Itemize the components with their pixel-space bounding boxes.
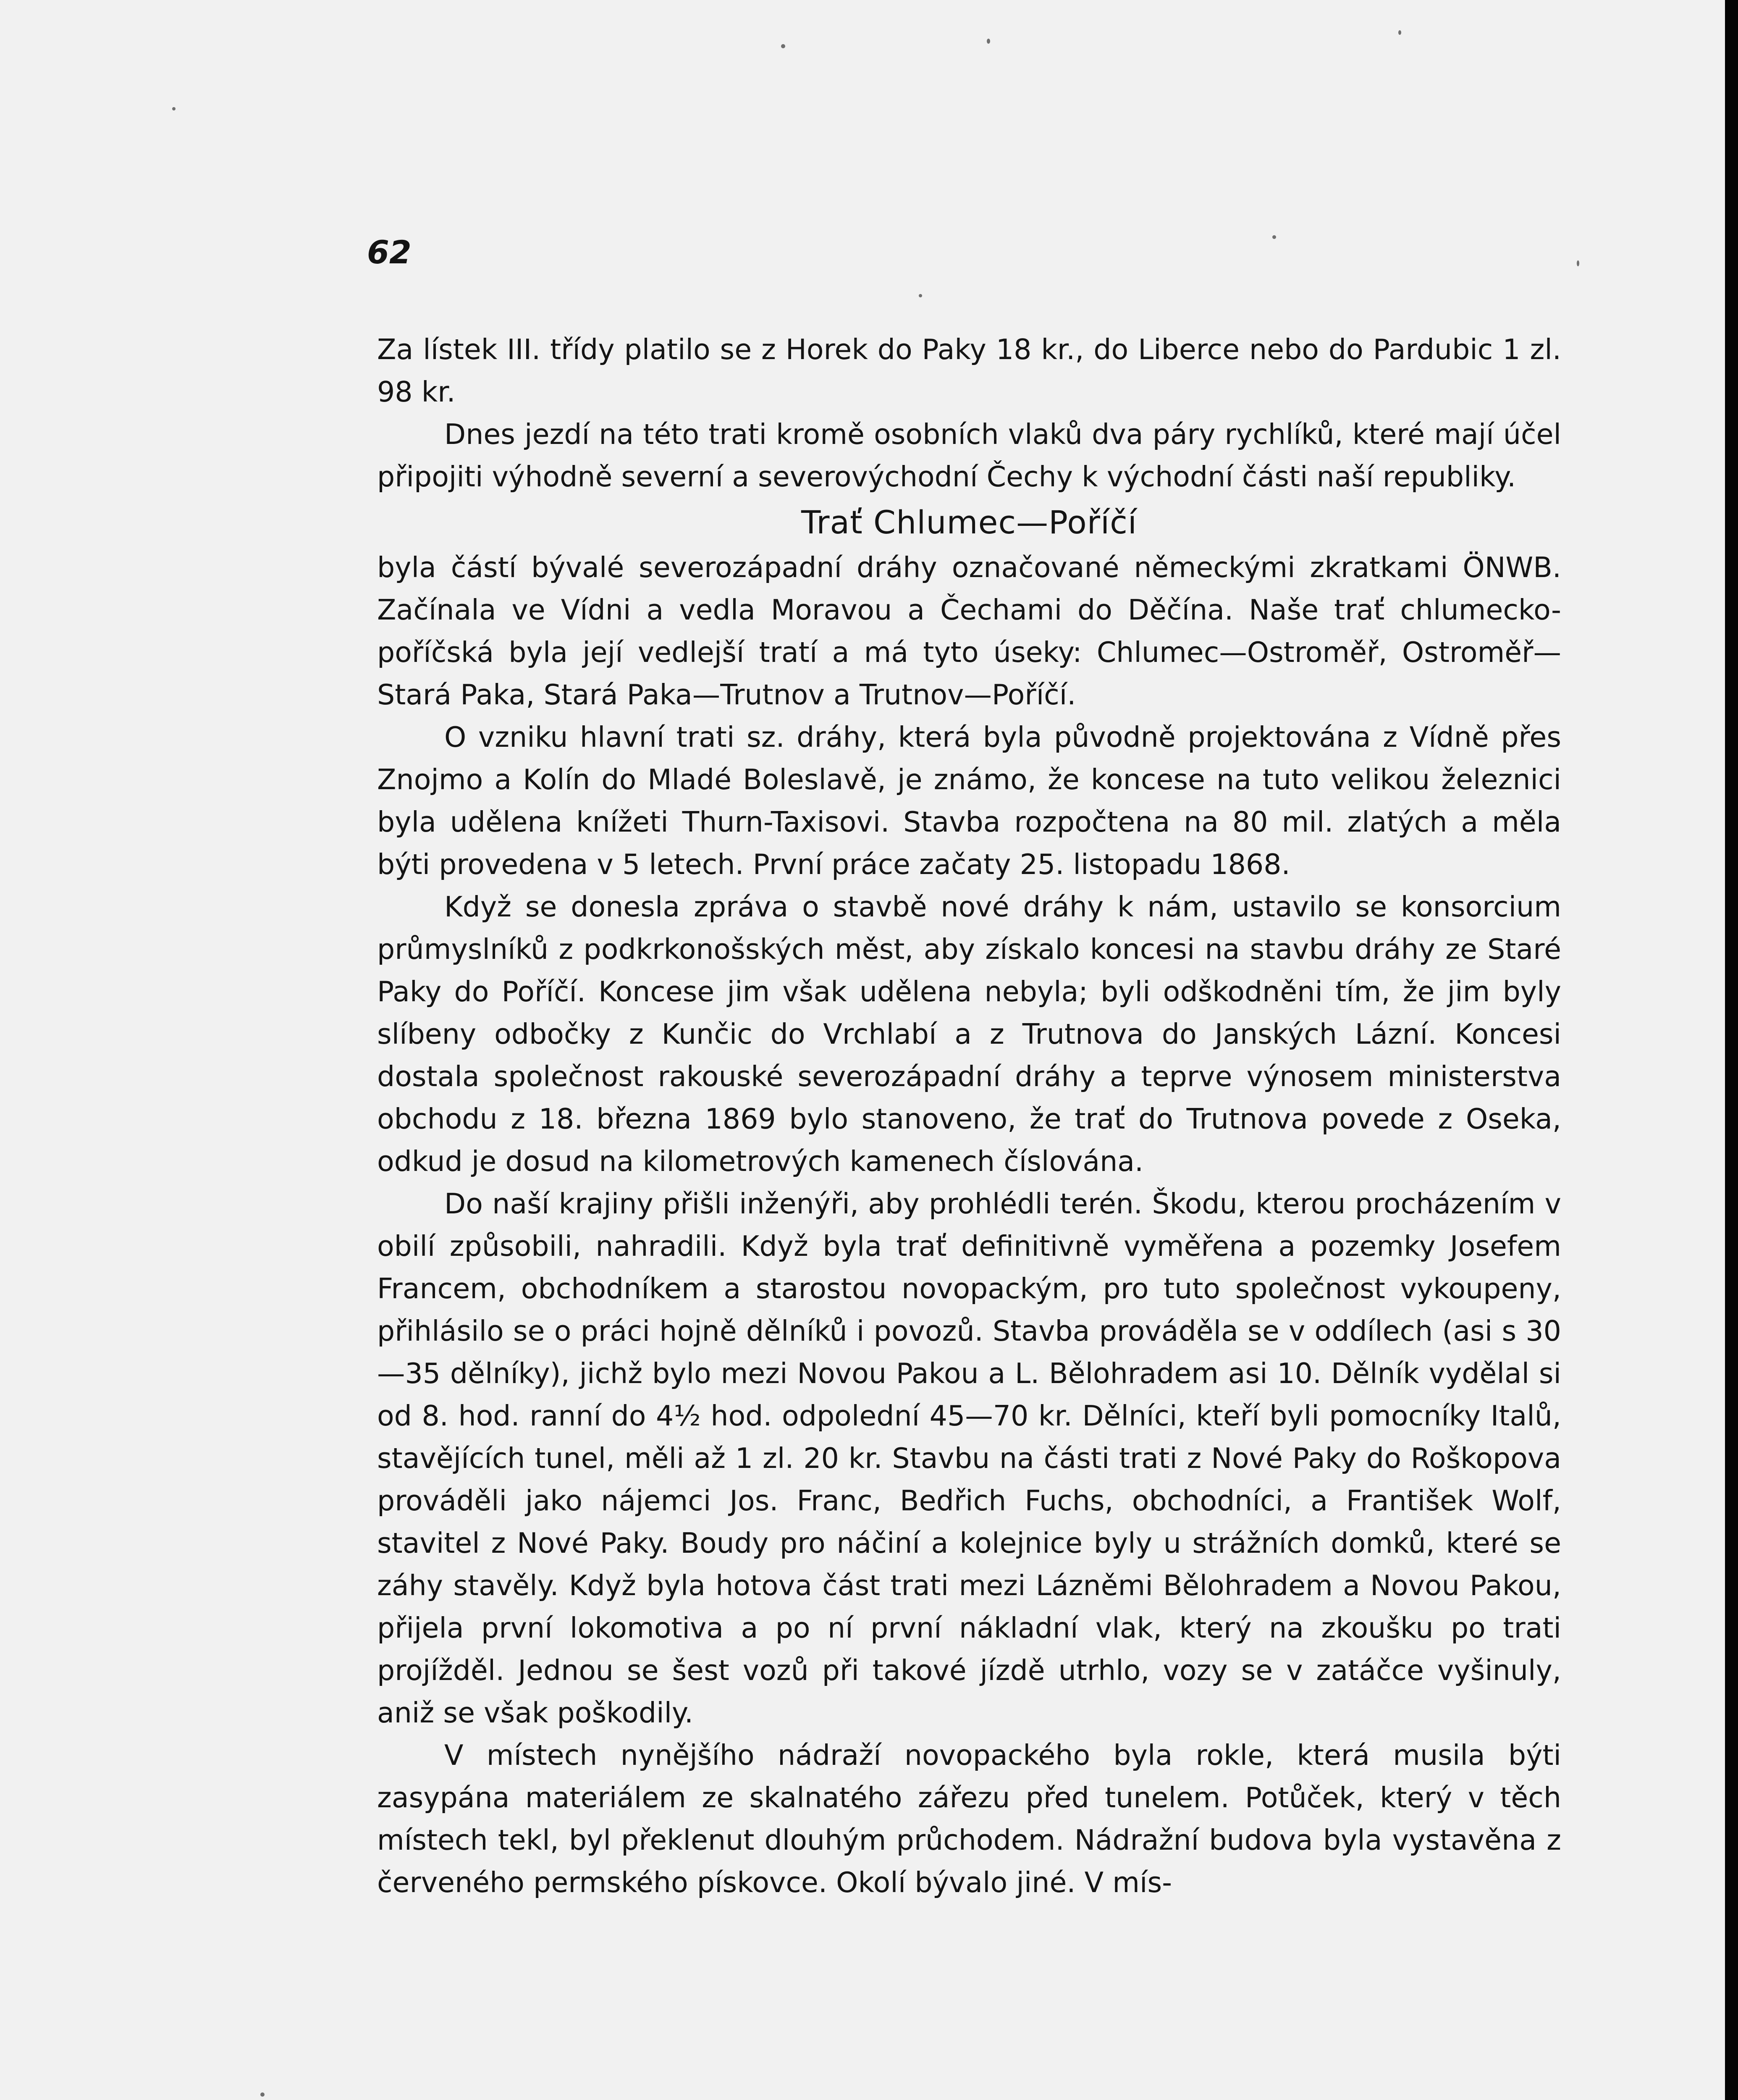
- paragraph: Když se donesla zpráva o stavbě nové dráhy k nám, ustavilo se konsorcium průmyslníků z podkrkonošských měst, aby získalo koncesi na stavbu dráhy ze Staré Paky do Poříčí. Koncese jim však udělena nebyla; byli odškodněni tím, že jim byly slíbeny odbočky z Kunčic do Vrchlabí a z Trutnova do Janských Lázní. Koncesi dostala společnost rakouské severozápadní dráhy a teprve výnosem ministerstva obchodu z 18. března 1869 bylo stanoveno, že trať do Trutnova povede z Oseka, odkud je dosud na kilometrových kamenech číslována.: [377, 890, 1561, 1178]
- paragraph: Do naší krajiny přišli inženýři, aby prohlédli terén. Škodu, kterou procházením v obilí způsobili, nahradili. Když byla trať definitivně vyměřena a pozemky Josefem Francem, obchodníkem a starostou novopackým, pro tuto společnost vykoupeny, přihlásilo se o práci hojně dělníků i povozů. Stavba prováděla se v oddílech (asi s 30—35 dělníky), jichž bylo mezi Novou Pakou a L. Bělohradem asi 10. Dělník vydělal si od 8. hod. ranní do 4½ hod. odpolední 45—70 kr. Dělníci, kteří byli pomocníky Italů, stavějících tunel, měli až 1 zl. 20 kr. Stavbu na části trati z Nové Paky do Roškopova prováděli jako nájemci Jos. Franc, Bedřich Fuchs, obchodníci, a František Wolf, stavitel z Nové Paky. Boudy pro náčiní a kolejnice byly u strážních domků, které se záhy stavěly. Když byla hotova část trati mezi Lázněmi Bělohradem a Novou Pakou, přijela první lokomotiva a po ní první nákladní vlak, který na zkoušku po trati projížděl. Jednou se šest vozů při takové jízdě utrhlo, vozy se v zatáčce vyšinuly, aniž se však poškodily.: [377, 1187, 1561, 1729]
- scan-border-right: [1725, 0, 1738, 2100]
- body-text: [377, 328, 1561, 1904]
- scan-speck: [781, 44, 785, 48]
- paragraph: V místech nynějšího nádraží novopackého byla rokle, která musila býti zasypána materiálem ze skalnatého zářezu před tunelem. Potůček, který v těch místech tekl, byl překlenut dlouhým průchodem. Nádražní budova byla vystavěna z červeného permského pískovce. Okolí bývalo jiné. V mís-: [377, 1739, 1561, 1899]
- scan-speck: [987, 39, 990, 44]
- page-number: 62: [367, 234, 412, 271]
- paragraph: Dnes jezdí na této trati kromě osobních vlaků dva páry rychlíků, které mají účel připojiti výhodně severní a severovýchodní Čechy k východní části naší republiky.: [377, 418, 1561, 493]
- scan-speck: [1577, 260, 1579, 266]
- scan-speck: [919, 294, 922, 297]
- scan-speck: [1272, 235, 1276, 239]
- paragraph: Za lístek III. třídy platilo se z Horek do Paky 18 kr., do Liberce nebo do Pardubic 1 zl. 98 kr.: [377, 333, 1561, 408]
- scan-speck: [172, 107, 176, 110]
- paragraph: byla částí bývalé severozápadní dráhy označované německými zkratkami ÖNWB. Začínala ve Vídni a vedla Moravou a Čechami do Děčína. Naše trať chlumecko-poříčská byla její vedlejší tratí a má tyto úseky: Chlumec—Ostroměř, Ostroměř—Stará Paka, Stará Paka—Trutnov a Trutnov—Poříčí.: [377, 551, 1561, 711]
- section-heading: Trať Chlumec—Poříčí: [801, 504, 1137, 541]
- paragraph: O vzniku hlavní trati sz. dráhy, která byla původně projektována z Vídně přes Znojmo a Kolín do Mladé Boleslavě, je známo, že koncese na tuto velikou železnici byla udělena knížeti Thurn-Taxisovi. Stavba rozpočtena na 80 mil. zlatých a měla býti provedena v 5 letech. První práce začaty 25. listopadu 1868.: [377, 721, 1561, 881]
- scan-speck: [260, 2092, 265, 2097]
- scan-speck: [1398, 30, 1401, 35]
